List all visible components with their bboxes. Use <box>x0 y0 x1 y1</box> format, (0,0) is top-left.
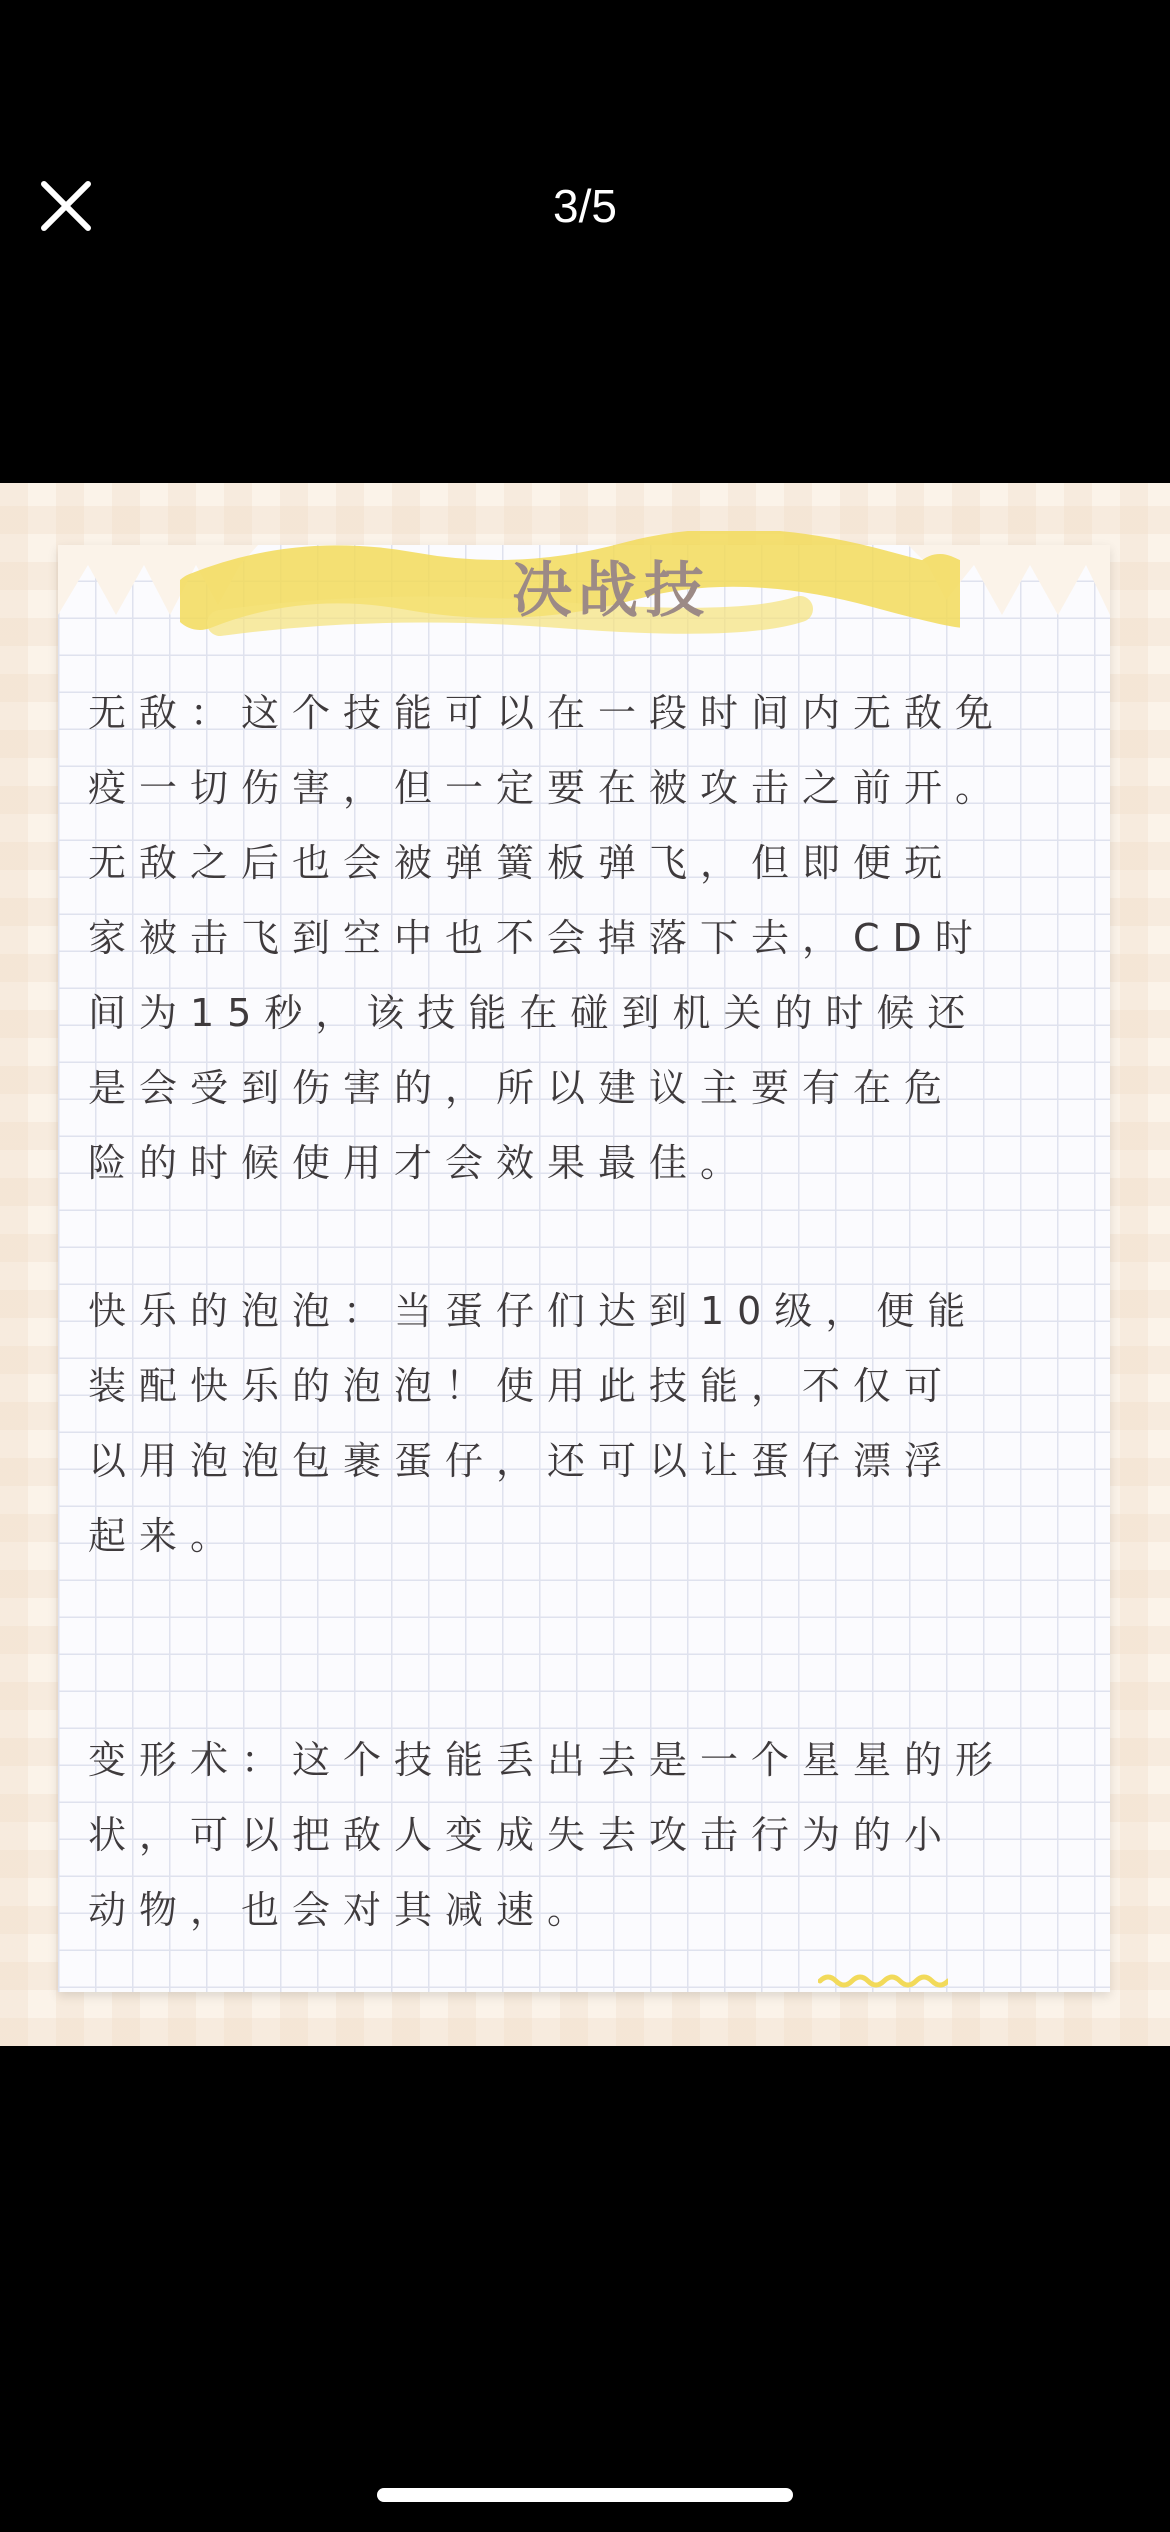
yellow-squiggle-decoration <box>818 1971 948 1991</box>
page-title: 决战技 <box>512 556 710 626</box>
text-line: 起来。 <box>88 1514 242 1558</box>
text-line: 无敌：这个技能可以在一段时间内无敌免 <box>88 691 1007 735</box>
text-line: 状，可以把敌人变成失去攻击行为的小 <box>88 1813 956 1857</box>
image-content[interactable] <box>0 483 1170 2046</box>
viewer-bottom-bar <box>0 2046 1170 2532</box>
paragraph-invincible <box>88 676 1068 1201</box>
text-line: 无敌之后也会被弹簧板弹飞，但即便玩 <box>88 841 956 885</box>
text-line: 间为15秒，该技能在碰到机关的时候还 <box>88 991 979 1035</box>
paragraph-transform <box>88 1723 1068 1948</box>
text-line: 装配快乐的泡泡！使用此技能，不仅可 <box>88 1364 956 1408</box>
text-line: 变形术：这个技能丢出去是一个星星的形 <box>88 1738 1007 1782</box>
viewer-top-bar <box>0 0 1170 483</box>
text-line: 动物，也会对其减速。 <box>88 1888 599 1932</box>
image-counter: 3/5 <box>553 180 617 232</box>
paragraph-happy-bubble <box>88 1274 1068 1574</box>
text-line: 疫一切伤害，但一定要在被攻击之前开。 <box>88 766 1007 810</box>
text-line: 以用泡泡包裹蛋仔，还可以让蛋仔漂浮 <box>88 1439 956 1483</box>
text-line: 是会受到伤害的，所以建议主要有在危 <box>88 1066 956 1110</box>
text-line: 险的时候使用才会效果最佳。 <box>88 1141 752 1185</box>
home-indicator[interactable] <box>377 2488 793 2502</box>
text-line: 家被击飞到空中也不会掉落下去，CD时 <box>88 916 986 960</box>
text-line: 快乐的泡泡：当蛋仔们达到10级，便能 <box>88 1289 979 1333</box>
title-highlight-area <box>180 531 960 651</box>
